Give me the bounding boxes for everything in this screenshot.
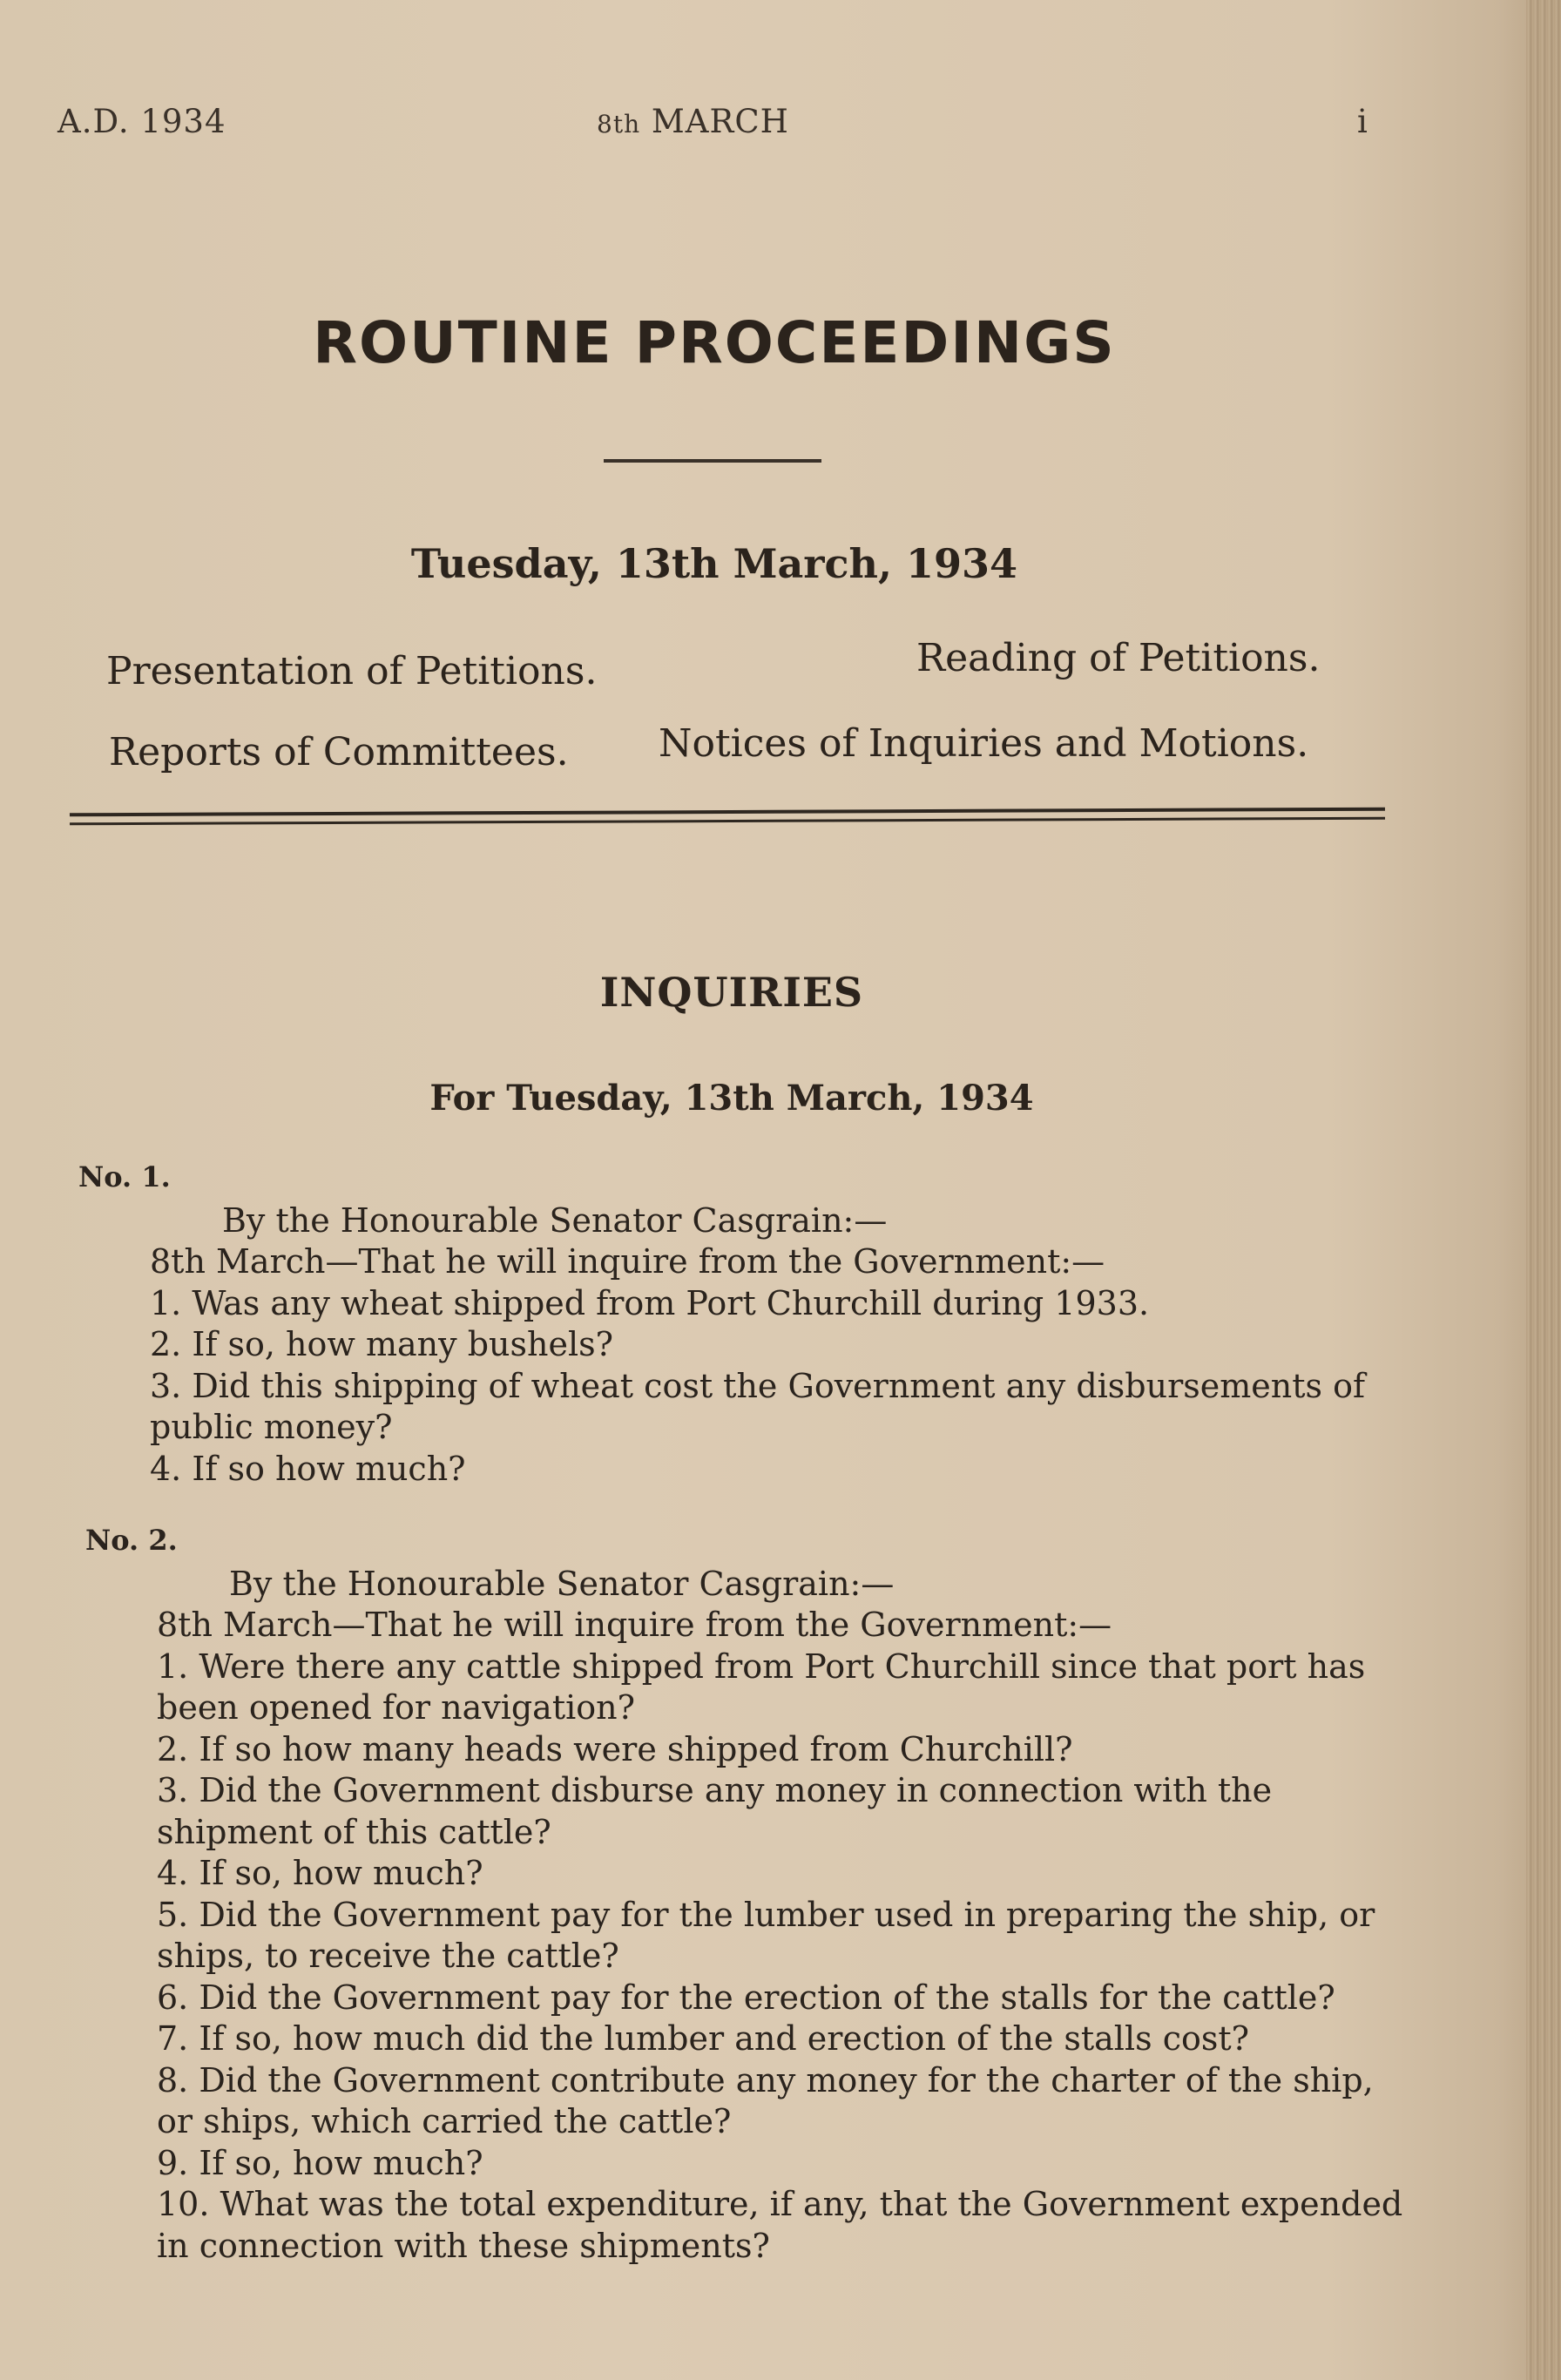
inquiry-author: By the Honourable Senator Casgrain:— [222,1200,888,1240]
inquiry-question: 7. If so, how much did the lumber and erection of the stalls cost? [157,2019,1249,2058]
section-heading: INQUIRIES [599,969,864,1016]
page-number: i [1357,103,1368,140]
inquiry-2 [85,1520,1409,2267]
sitting-date: Tuesday, 13th March, 1934 [410,540,1018,587]
inquiry-question: 3. Did the Government disburse any money in connection with the shipment of this cattle? [157,1771,1273,1851]
inquiry-intro: 8th March—That he will inquire from the Government:— [157,1606,1112,1644]
inquiry-question: 3. Did this shipping of wheat cost the Government any disbursements of public money? [150,1366,1366,1446]
inquiry-question: 2. If so how many heads were shipped from Churchill? [157,1729,1073,1768]
inquiry-author: By the Honourable Senator Casgrain:— [229,1564,895,1603]
title-rule [604,459,821,463]
page-edge [1526,0,1561,2380]
page-title: ROUTINE PROCEEDINGS [313,309,1116,376]
double-rule-divider [70,808,1385,826]
routine-item: Reports of Committees. [109,730,569,774]
inquiry-question: 4. If so how much? [150,1449,466,1488]
inquiry-question: 1. Were there any cattle shipped from Port Churchill since that port has been opened for navigation? [157,1646,1366,1727]
running-head-year: A.D. 1934 [57,103,226,140]
routine-item: Presentation of Petitions. [106,649,598,693]
section-subheading: For Tuesday, 13th March, 1934 [429,1078,1034,1119]
running-head-month: MARCH [651,103,789,140]
inquiry-question: 2. If so, how many bushels? [150,1325,613,1363]
inquiry-number: No. 1. [78,1160,171,1193]
inquiry-question: 6. Did the Government pay for the erection of the stalls for the cattle? [157,1978,1335,2017]
routine-item: Reading of Petitions. [916,636,1321,680]
inquiry-question: 4. If so, how much? [157,1854,483,1892]
inquiry-question: 8. Did the Government contribute any money for the charter of the ship, or ships, which carried the cattle? [157,2060,1374,2140]
inquiry-question: 10. What was the total expenditure, if any, that the Government expended in connection with these shipments? [157,2185,1403,2265]
running-head-ordinal: 8th [597,110,641,139]
inquiry-question: 5. Did the Government pay for the lumber used in preparing the ship, or ships, to receive the cattle? [157,1895,1375,1975]
inquiry-intro: 8th March—That he will inquire from the Government:— [150,1242,1105,1281]
inquiry-question: 1. Was any wheat shipped from Port Churchill during 1933. [150,1283,1150,1322]
inquiry-question: 9. If so, how much? [157,2143,483,2182]
routine-item: Notices of Inquiries and Motions. [659,721,1309,766]
inquiry-number: No. 2. [85,1524,178,1557]
inquiry-1 [78,1157,1402,1490]
running-head-date [597,103,789,140]
